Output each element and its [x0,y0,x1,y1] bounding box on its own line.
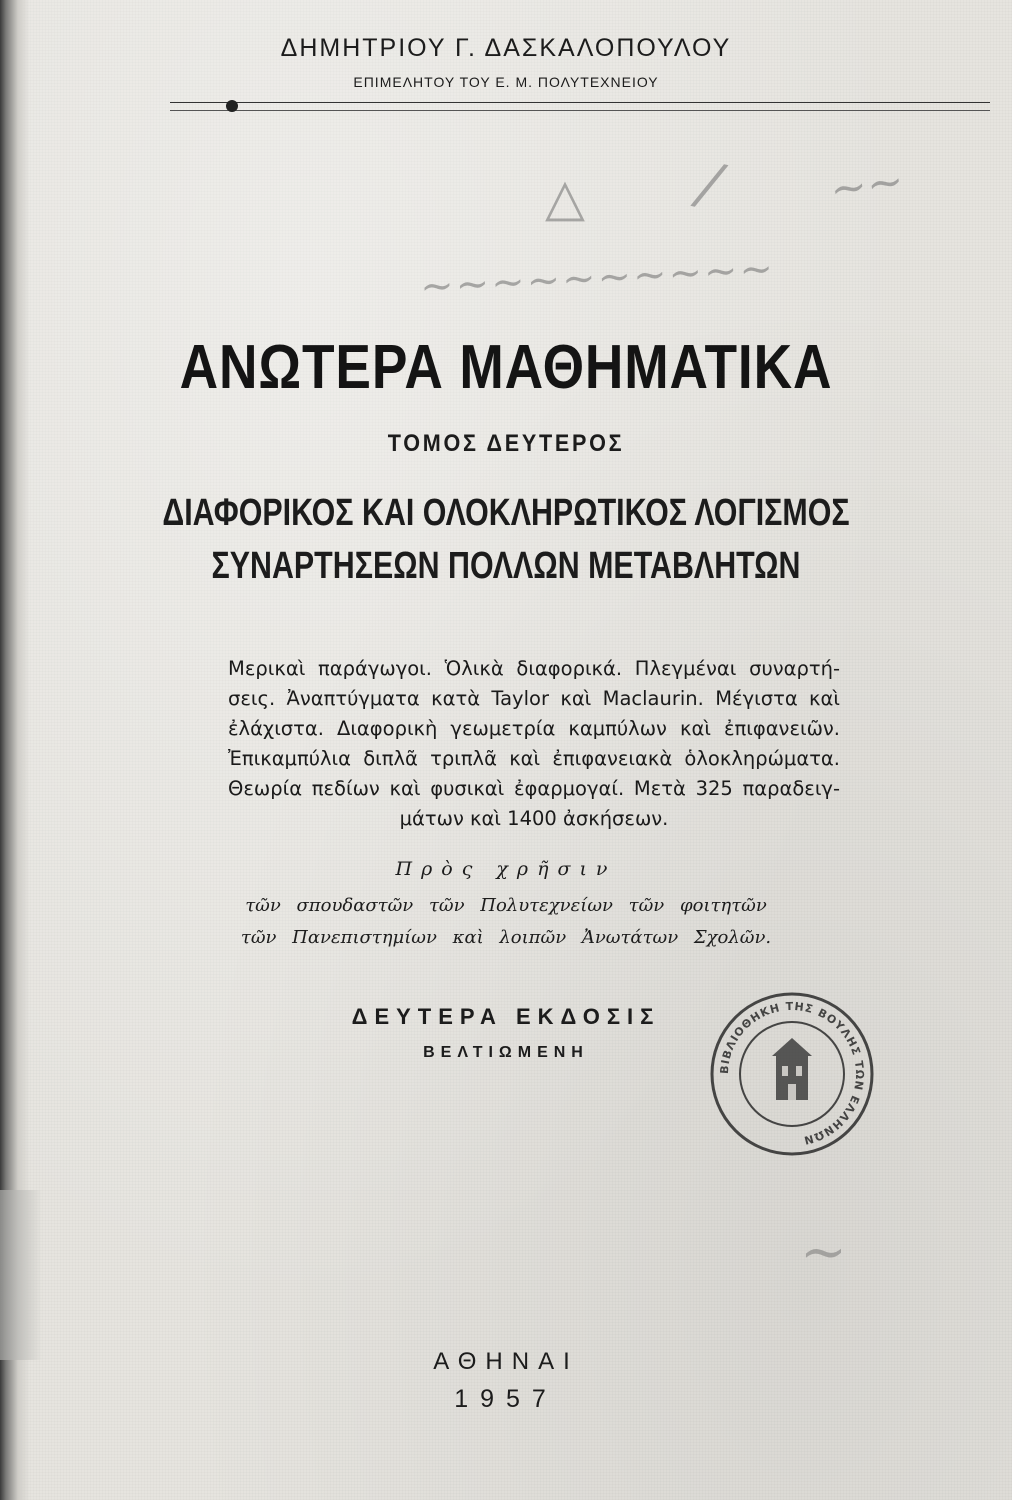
usage-heading: Πρὸς χρῆσιν [395,858,617,880]
pencil-scribble-bottom: ~ [800,1220,847,1285]
usage-text [0,890,1012,954]
library-stamp-icon [708,990,876,1158]
pencil-scribble-long: ~~~~~~~~~~ [419,245,777,311]
publication-year: 1957 [454,1385,558,1413]
header-rule-bottom [170,110,990,111]
pencil-mark-delta: △ [545,168,585,228]
description-line: Μερικαὶ παράγωγοι. Ὁλικὰ διαφορικά. Πλεγμέναι συναρτή- [228,657,840,680]
publication-city: ΑΘΗΝΑΙ [433,1348,579,1375]
ink-dot [226,100,238,112]
pencil-scribble: ~~ [826,155,907,216]
tape-mark [0,1190,42,1360]
author-title: ΕΠΙΜΕΛΗΤΟΥ ΤΟΥ Ε. Μ. ΠΟΛΥΤΕΧΝΕΙΟΥ [353,74,659,90]
book-volume: ΤΟΜΟΣ ΔΕΥΤΕΡΟΣ [387,430,625,457]
description-line: μάτων καὶ 1400 ἀσκήσεων. [399,807,669,830]
author-name: ΔΗΜΗΤΡΙΟΥ Γ. ΔΑΣΚΑΛΟΠΟΥΛΟΥ [280,34,732,62]
book-description [228,654,840,834]
description-line: Θεωρία πεδίων καὶ φυσικαὶ ἐφαρμογαί. Μετὰ 325 παραδειγ- [228,777,840,800]
edition-note: ΒΕΛΤΙΩΜΕΝΗ [423,1044,589,1061]
description-line: σεις. Ἀναπτύγματα κατὰ Taylor καὶ Maclaurin. Μέγιστα καὶ [228,687,840,710]
usage-line-2: τῶν Πανεπιστημίων καὶ λοιπῶν Ἀνωτάτων Σχολῶν. [240,927,772,948]
edition-label: ΔΕΥΤΕΡΑ ΕΚΔΟΣΙΣ [351,1004,661,1029]
stamp-text: ΒΙΒΛΙΟΘΗΚΗ ΤΗΣ ΒΟΥΛΗΣ ΤΩΝ ΕΛΛΗΝΩΝ [717,999,867,1148]
book-subject-line-2: ΣΥΝΑΡΤΗΣΕΩΝ ΠΟΛΛΩΝ ΜΕΤΑΒΛΗΤΩΝ [211,545,801,587]
book-title: ΑΝΩΤΕΡΑ ΜΑΘΗΜΑΤΙΚΑ [179,333,833,402]
description-line: Ἐπικαμπύλια διπλᾶ τριπλᾶ καὶ ἐπιφανειακὰ ὁλοκληρώματα. [228,747,840,770]
pencil-mark-stroke: / [693,148,727,220]
usage-line-1: τῶν σπουδαστῶν τῶν Πολυτεχνείων τῶν φοιτητῶν [245,895,767,916]
book-subject-line-1: ΔΙΑΦΟΡΙΚΟΣ ΚΑΙ ΟΛΟΚΛΗΡΩΤΙΚΟΣ ΛΟΓΙΣΜΟΣ [162,492,850,534]
description-line: ἐλάχιστα. Διαφορικὴ γεωμετρία καμπύλων καὶ ἐπιφανειῶν. [228,717,840,740]
header-rule-top [170,102,990,103]
